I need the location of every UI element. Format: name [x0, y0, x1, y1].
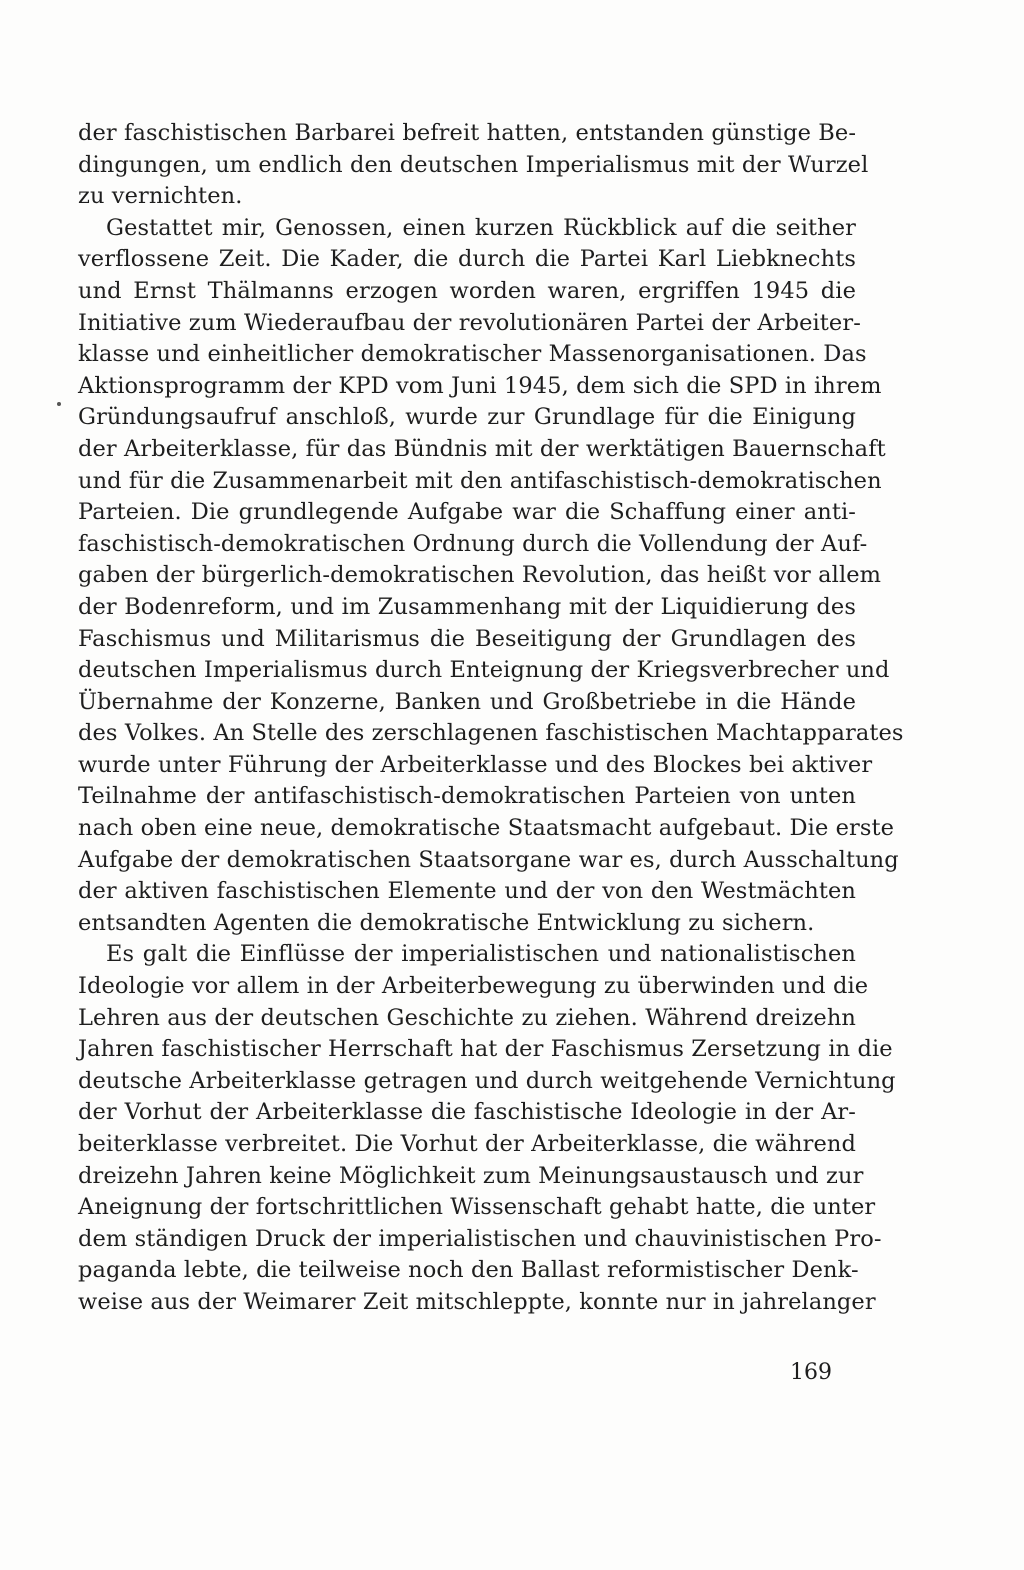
- text-line: Aktionsprogramm der KPD vom Juni 1945, dem sich die SPD in ihrem: [78, 372, 882, 399]
- text-line: weise aus der Weimarer Zeit mitschleppte, konnte nur in jahrelanger: [78, 1288, 876, 1315]
- text-line: deutschen Imperialismus durch Enteignung der Kriegsverbrecher und: [78, 657, 890, 684]
- text-line: wurde unter Führung der Arbeiterklasse und des Blockes bei aktiver: [78, 751, 873, 778]
- text-line: dreizehn Jahren keine Möglichkeit zum Meinungsaustausch und zur: [78, 1162, 864, 1189]
- text-line: deutsche Arbeiterklasse getragen und durch weitgehende Vernichtung: [78, 1067, 896, 1094]
- text-line: faschistisch-demokratischen Ordnung durch die Vollendung der Auf-: [78, 530, 868, 557]
- text-line: Es galt die Einflüsse der imperialistischen und nationalistischen: [106, 941, 856, 968]
- text-line: Übernahme der Konzerne, Banken und Großbetriebe in die Hände: [78, 688, 856, 715]
- text-line: des Volkes. An Stelle des zerschlagenen faschistischen Machtapparates: [78, 720, 904, 747]
- text-line: Gründungsaufruf anschloß, wurde zur Grundlage für die Einigung: [78, 404, 856, 431]
- text-line: der Bodenreform, und im Zusammenhang mit der Liquidierung des: [78, 593, 856, 620]
- text-line: und Ernst Thälmanns erzogen worden waren, ergriffen 1945 die: [78, 277, 856, 304]
- text-line: Parteien. Die grundlegende Aufgabe war die Schaffung einer anti-: [78, 499, 856, 526]
- text-line: Faschismus und Militarismus die Beseitigung der Grundlagen des: [78, 625, 856, 652]
- text-line: gaben der bürgerlich-demokratischen Revolution, das heißt vor allem: [78, 562, 882, 589]
- text-line: dingungen, um endlich den deutschen Imperialismus mit der Wurzel: [78, 151, 869, 178]
- text-line: Gestattet mir, Genossen, einen kurzen Rückblick auf die seither: [106, 214, 856, 241]
- text-line: der faschistischen Barbarei befreit hatten, entstanden günstige Be-: [78, 120, 857, 146]
- text-line: Jahren faschistischer Herrschaft hat der Faschismus Zersetzung in die: [78, 1036, 893, 1063]
- text-line: zu vernichten.: [78, 183, 243, 210]
- page-number: 169: [790, 1360, 832, 1385]
- text-line: der Arbeiterklasse, für das Bündnis mit der werktätigen Bauernschaft: [78, 435, 886, 462]
- text-line: Lehren aus der deutschen Geschichte zu ziehen. Während dreizehn: [78, 1004, 856, 1031]
- text-line: paganda lebte, die teilweise noch den Ballast reformistischer Denk-: [78, 1257, 859, 1284]
- margin-mark: [57, 402, 61, 406]
- text-line: und für die Zusammenarbeit mit den antifaschistisch-demokratischen: [78, 467, 882, 494]
- text-line: verflossene Zeit. Die Kader, die durch die Partei Karl Liebknechts: [78, 246, 856, 273]
- text-line: Aneignung der fortschrittlichen Wissenschaft gehabt hatte, die unter: [78, 1194, 876, 1221]
- text-line: Aufgabe der demokratischen Staatsorgane war es, durch Ausschaltung: [78, 846, 899, 873]
- text-line: Ideologie vor allem in der Arbeiterbewegung zu überwinden und die: [78, 973, 869, 1000]
- text-line: entsandten Agenten die demokratische Entwicklung zu sichern.: [78, 909, 815, 936]
- text-line: Initiative zum Wiederaufbau der revolutionären Partei der Arbeiter-: [78, 309, 861, 336]
- text-line: der aktiven faschistischen Elemente und der von den Westmächten: [78, 878, 856, 905]
- body-text: [78, 118, 904, 1319]
- text-line: beiterklasse verbreitet. Die Vorhut der Arbeiterklasse, die während: [78, 1131, 856, 1157]
- text-line: Teilnahme der antifaschistisch-demokratischen Parteien von unten: [78, 783, 856, 810]
- text-line: der Vorhut der Arbeiterklasse die faschistische Ideologie in der Ar-: [78, 1099, 856, 1126]
- text-line: klasse und einheitlicher demokratischer Massenorganisationen. Das: [78, 341, 867, 368]
- text-line: nach oben eine neue, demokratische Staatsmacht aufgebaut. Die erste: [78, 815, 895, 842]
- text-line: dem ständigen Druck der imperialistischen und chauvinistischen Pro-: [78, 1225, 882, 1252]
